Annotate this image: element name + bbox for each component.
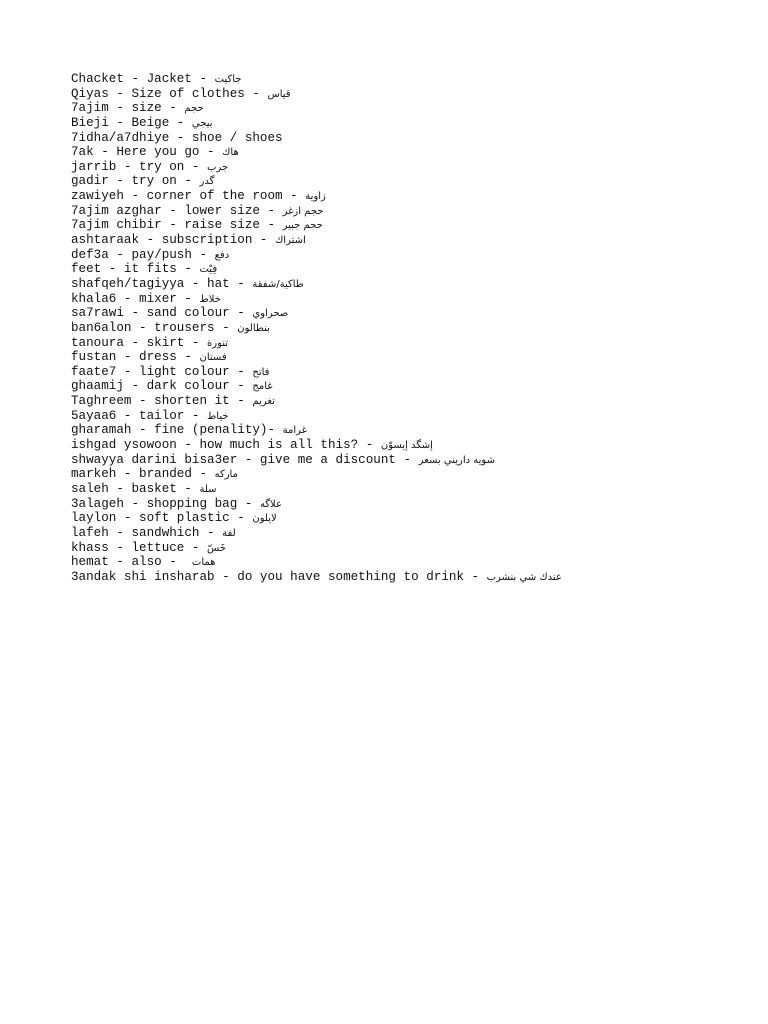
vocab-entry <box>71 467 562 482</box>
vocab-transliteration: fustan - dress - <box>71 350 200 365</box>
vocab-transliteration: markeh - branded - <box>71 467 215 482</box>
vocab-arabic: خلاط <box>199 293 221 305</box>
vocab-arabic: قياس <box>267 88 291 100</box>
vocab-entry <box>71 72 562 87</box>
vocab-arabic: بنطالون <box>237 322 270 334</box>
vocab-arabic: زاوية <box>305 191 326 203</box>
vocab-transliteration: khala6 - mixer - <box>71 291 200 306</box>
vocab-entry <box>71 87 562 102</box>
vocab-arabic: بيجي <box>191 117 213 129</box>
vocab-transliteration: zawiyeh - corner of the room - <box>71 189 306 204</box>
vocab-arabic: طاكية/شفقة <box>252 278 304 290</box>
vocab-entry <box>71 233 562 248</box>
vocab-arabic: إشگد إيسوّن <box>380 440 433 452</box>
vocab-transliteration: ghaamij - dark colour - <box>71 379 253 394</box>
vocab-transliteration: shwayya darini bisa3er - give me a discount - <box>71 452 419 467</box>
vocab-transliteration: ashtaraak - subscription - <box>71 233 276 248</box>
vocab-arabic: سلة <box>199 483 217 495</box>
vocab-entry <box>71 218 562 233</box>
vocab-transliteration: faate7 - light colour - <box>71 364 253 379</box>
vocab-arabic: غرامة <box>282 425 307 437</box>
vocab-transliteration: jarrib - try on - <box>71 159 208 174</box>
vocab-entry <box>71 336 562 351</box>
vocab-arabic: حجم جبير <box>282 220 323 232</box>
vocab-entry <box>71 131 562 146</box>
vocab-transliteration: khass - lettuce - <box>71 540 208 555</box>
vocab-arabic: خَسّ <box>207 542 226 554</box>
vocab-transliteration: 7ajim azghar - lower size - <box>71 203 283 218</box>
vocab-transliteration: 7idha/a7dhiye - shoe / shoes <box>71 130 283 145</box>
vocab-transliteration: 3alageh - shopping bag - <box>71 496 260 511</box>
vocab-arabic: جاكيت <box>214 74 242 85</box>
vocab-entry <box>71 262 562 277</box>
vocab-entry <box>71 116 562 131</box>
vocab-transliteration: tanoura - skirt - <box>71 335 208 350</box>
vocab-arabic: تغريم <box>252 396 275 408</box>
vocab-transliteration: 7ajim - size - <box>71 101 185 116</box>
vocab-arabic: خياط <box>207 410 229 422</box>
vocab-arabic: شويه داريني بسعر <box>418 454 495 466</box>
vocab-arabic: لفة <box>222 527 236 539</box>
vocab-entry <box>71 189 562 204</box>
vocab-entry <box>71 248 562 263</box>
vocab-entry <box>71 277 562 292</box>
vocab-entry <box>71 306 562 321</box>
vocab-arabic: همات <box>191 557 216 569</box>
vocab-arabic: غامج <box>252 381 273 393</box>
vocab-entry <box>71 321 562 336</box>
vocab-transliteration: 7ajim chibir - raise size - <box>71 218 283 233</box>
vocab-entry <box>71 379 562 394</box>
vocab-transliteration: ishgad ysowoon - how much is all this? - <box>71 438 381 453</box>
vocab-transliteration: 7ak - Here you go - <box>71 145 223 160</box>
vocab-entry <box>71 453 562 468</box>
vocab-entry <box>71 511 562 526</box>
vocab-arabic: اشتراك <box>275 235 306 247</box>
vocab-entry <box>71 160 562 175</box>
vocab-entry <box>71 541 562 556</box>
vocabulary-list <box>71 72 562 584</box>
vocab-entry <box>71 365 562 380</box>
vocab-arabic: صحراوي <box>252 308 289 320</box>
vocab-arabic: گدر <box>199 176 215 188</box>
vocab-arabic: تنورة <box>207 337 229 349</box>
vocab-transliteration: Chacket - Jacket - <box>71 72 215 86</box>
vocab-transliteration: gadir - try on - <box>71 174 200 189</box>
vocab-transliteration: hemat - also - <box>71 555 192 570</box>
vocab-entry <box>71 409 562 424</box>
vocab-arabic: لايلون <box>252 513 277 525</box>
vocab-entry <box>71 526 562 541</box>
vocab-transliteration: Taghreem - shorten it - <box>71 394 253 409</box>
vocab-entry <box>71 350 562 365</box>
vocab-arabic: فستان <box>199 352 227 364</box>
vocab-entry <box>71 570 562 585</box>
vocab-transliteration: 5ayaa6 - tailor - <box>71 408 208 423</box>
vocab-transliteration: Qiyas - Size of clothes - <box>71 86 268 101</box>
vocab-entry <box>71 394 562 409</box>
vocab-arabic: علاگه <box>259 498 282 510</box>
vocab-entry <box>71 145 562 160</box>
vocab-arabic: حجم <box>184 103 204 115</box>
vocab-transliteration: lafeh - sandwhich - <box>71 525 223 540</box>
vocab-transliteration: 3andak shi insharab - do you have something to drink - <box>71 569 487 584</box>
vocab-arabic: عندك شي بنشرب <box>486 571 562 583</box>
vocab-entry <box>71 174 562 189</box>
vocab-entry <box>71 423 562 438</box>
vocab-transliteration: gharamah - fine (penality)- <box>71 423 283 438</box>
vocab-transliteration: laylon - soft plastic - <box>71 511 253 526</box>
vocab-entry <box>71 482 562 497</box>
vocab-entry <box>71 438 562 453</box>
vocab-entry <box>71 555 562 570</box>
vocab-transliteration: shafqeh/tagiyya - hat - <box>71 276 253 291</box>
vocab-arabic: فِيْت <box>199 264 218 276</box>
vocab-transliteration: saleh - basket - <box>71 481 200 496</box>
vocab-arabic: فاتح <box>252 366 270 378</box>
vocab-transliteration: sa7rawi - sand colour - <box>71 306 253 321</box>
vocab-arabic: هاك <box>222 147 239 159</box>
vocab-arabic: ماركه <box>214 469 238 481</box>
vocab-transliteration: Bieji - Beige - <box>71 115 192 130</box>
vocab-entry <box>71 497 562 512</box>
vocab-entry <box>71 101 562 116</box>
vocab-arabic: جرب <box>207 161 229 173</box>
vocab-transliteration: ban6alon - trousers - <box>71 320 238 335</box>
vocab-transliteration: feet - it fits - <box>71 262 200 277</box>
vocab-entry <box>71 292 562 307</box>
vocab-arabic: دفع <box>214 249 230 261</box>
vocab-entry <box>71 204 562 219</box>
vocab-arabic: حجم ازغر <box>282 205 324 217</box>
vocab-transliteration: def3a - pay/push - <box>71 247 215 262</box>
